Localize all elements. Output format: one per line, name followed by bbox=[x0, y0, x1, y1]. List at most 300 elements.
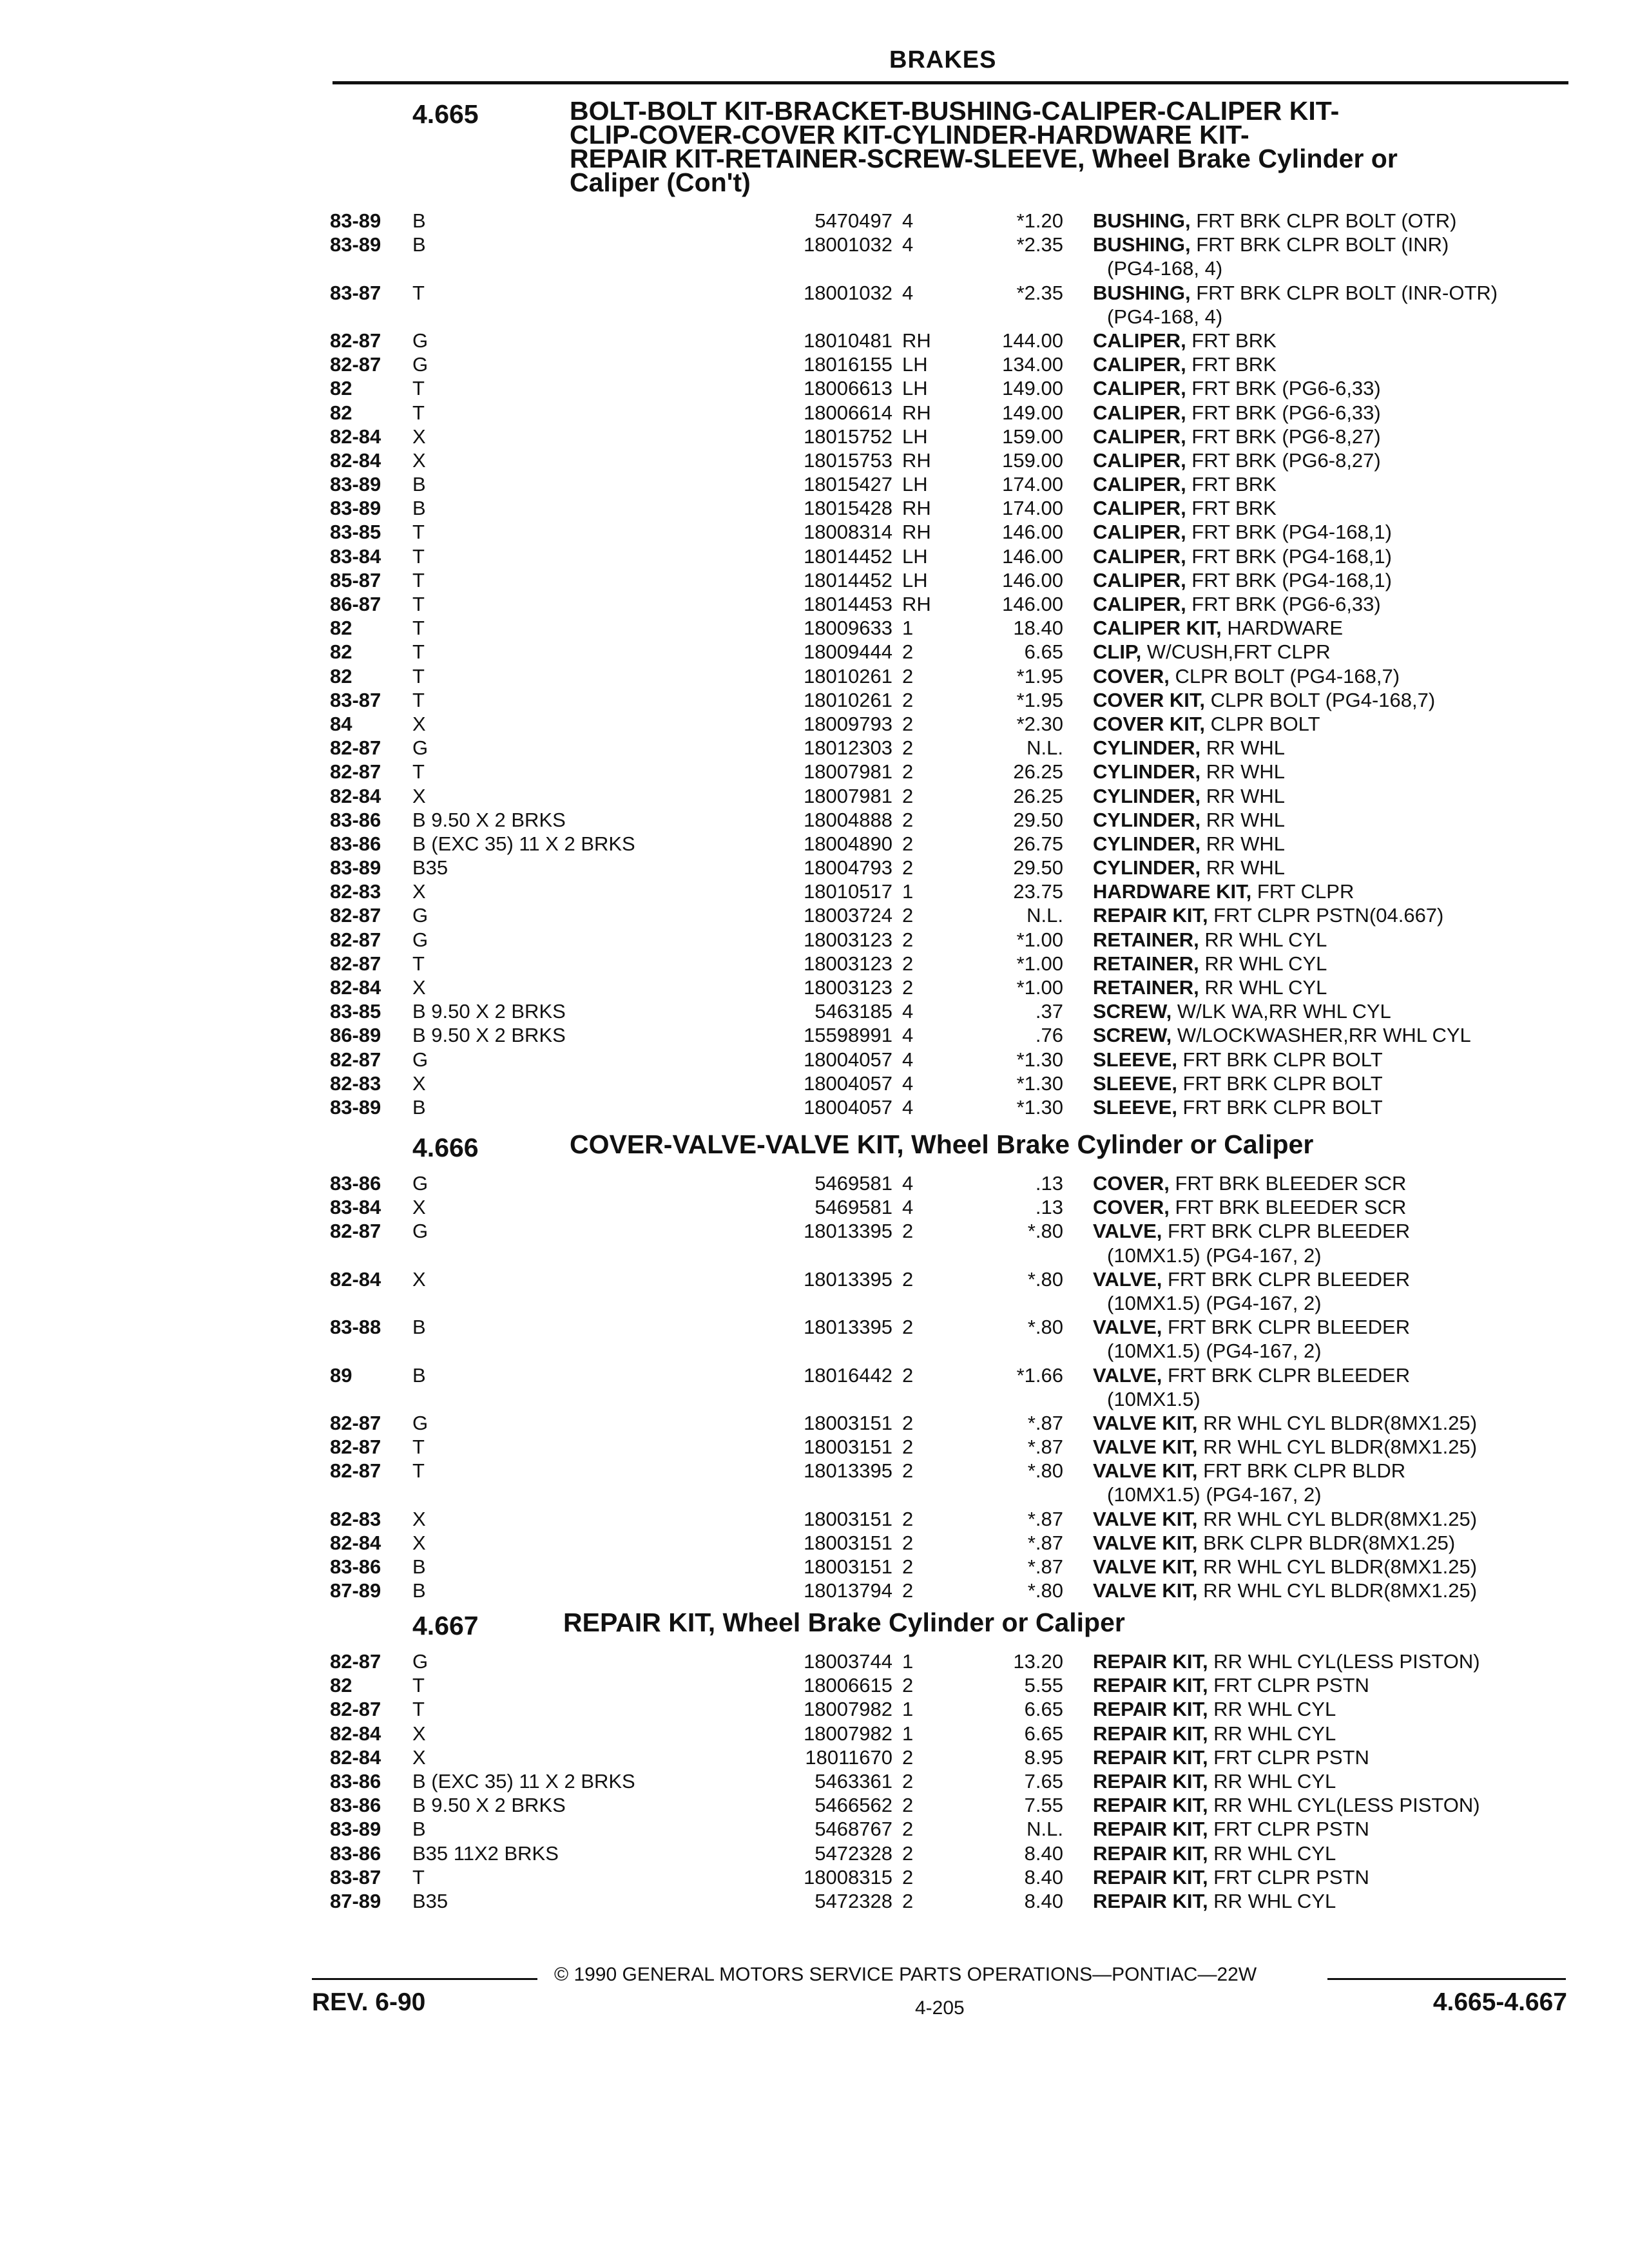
year-range: 82 bbox=[330, 401, 352, 424]
part-number: 18013794 bbox=[804, 1579, 892, 1602]
price: *1.66 bbox=[1016, 1363, 1063, 1387]
part-row bbox=[0, 832, 1629, 856]
part-number: 18006613 bbox=[804, 377, 892, 400]
part-name: REPAIR KIT, bbox=[1093, 1674, 1208, 1697]
part-description bbox=[1093, 376, 1570, 400]
quantity: RH bbox=[902, 497, 931, 520]
quantity: LH bbox=[902, 353, 928, 376]
part-description bbox=[1093, 281, 1570, 305]
part-description bbox=[1093, 1023, 1570, 1047]
price: 7.55 bbox=[1024, 1794, 1063, 1817]
part-detail: RR WHL CYL bbox=[1208, 1889, 1336, 1912]
part-detail: FRT BRK CLPR BLEEDER bbox=[1162, 1316, 1411, 1339]
part-number: 5469581 bbox=[815, 1172, 892, 1195]
quantity: 2 bbox=[902, 1507, 914, 1530]
part-number: 18010261 bbox=[804, 664, 892, 687]
price: 26.25 bbox=[1013, 784, 1063, 807]
part-row bbox=[0, 1865, 1629, 1889]
part-row bbox=[0, 592, 1629, 616]
model-code: B bbox=[412, 473, 426, 496]
price: 6.65 bbox=[1024, 1722, 1063, 1745]
price: *1.30 bbox=[1016, 1072, 1063, 1095]
quantity: 4 bbox=[902, 1024, 914, 1047]
model-code: B bbox=[412, 1579, 426, 1602]
part-number: 18003151 bbox=[804, 1555, 892, 1578]
quantity: 4 bbox=[902, 1048, 914, 1071]
part-number: 18016442 bbox=[804, 1363, 892, 1387]
quantity: 1 bbox=[902, 1650, 914, 1673]
footer-revision: REV. 6-90 bbox=[312, 1988, 426, 2016]
part-number: 18003151 bbox=[804, 1436, 892, 1459]
quantity: 2 bbox=[902, 688, 914, 711]
quantity: 2 bbox=[902, 856, 914, 879]
year-range: 82-87 bbox=[330, 904, 381, 927]
model-code: T bbox=[412, 521, 425, 544]
model-code: X bbox=[412, 1072, 426, 1095]
quantity: 2 bbox=[902, 976, 914, 999]
part-row bbox=[0, 1793, 1629, 1817]
model-code: G bbox=[412, 1650, 429, 1673]
part-number: 18004057 bbox=[804, 1095, 892, 1119]
part-number: 18012303 bbox=[804, 736, 892, 760]
price: .37 bbox=[1035, 1000, 1063, 1023]
part-row bbox=[0, 376, 1629, 400]
section-rows-4-665 bbox=[0, 209, 1629, 1119]
part-name: COVER, bbox=[1093, 664, 1170, 687]
part-description bbox=[1093, 544, 1570, 568]
part-description bbox=[1093, 1841, 1570, 1865]
part-number: 18016155 bbox=[804, 353, 892, 376]
part-description bbox=[1093, 1411, 1570, 1435]
part-name: RETAINER, bbox=[1093, 976, 1199, 999]
year-range: 83-89 bbox=[330, 497, 381, 520]
part-row bbox=[0, 568, 1629, 592]
model-code: B35 bbox=[412, 856, 448, 879]
section-title: REPAIR KIT, Wheel Brake Cylinder or Caliper bbox=[563, 1608, 1125, 1637]
part-row bbox=[0, 736, 1629, 760]
part-number: 18003744 bbox=[804, 1650, 892, 1673]
year-range: 82 bbox=[330, 640, 352, 664]
quantity: 2 bbox=[902, 640, 914, 664]
part-detail: FRT BRK CLPR BOLT bbox=[1177, 1072, 1383, 1095]
section-title: BOLT-BOLT KIT-BRACKET-BUSHING-CALIPER-CALIPER KIT- CLIP-COVER-COVER KIT-CYLINDER-HARDWARE KIT- REPAIR KIT-RETAINER-SCREW-SLEEVE, Wheel Brake Cylinder or Caliper (Con't) bbox=[570, 96, 1398, 197]
part-description bbox=[1093, 879, 1570, 903]
part-detail: W/LK WA,RR WHL CYL bbox=[1171, 1000, 1391, 1023]
part-description bbox=[1093, 1048, 1570, 1072]
model-code: G bbox=[412, 329, 429, 352]
price: 174.00 bbox=[1002, 473, 1063, 496]
part-description bbox=[1093, 1459, 1570, 1483]
price: 149.00 bbox=[1002, 377, 1063, 400]
model-code: X bbox=[412, 448, 426, 472]
model-code: G bbox=[412, 1172, 429, 1195]
part-number: 18006615 bbox=[804, 1674, 892, 1697]
part-row bbox=[0, 1555, 1629, 1579]
price: 146.00 bbox=[1002, 568, 1063, 591]
model-code: T bbox=[412, 688, 425, 711]
part-number: 18004890 bbox=[804, 832, 892, 855]
part-detail: FRT BRK BLEEDER SCR bbox=[1169, 1196, 1407, 1219]
part-detail: FRT BRK (PG6-6,33) bbox=[1186, 593, 1381, 615]
year-range: 83-89 bbox=[330, 209, 381, 232]
part-detail: FRT BRK bbox=[1186, 473, 1277, 496]
page-header-title: BRAKES bbox=[889, 46, 997, 73]
year-range: 87-89 bbox=[330, 1579, 381, 1602]
price: 159.00 bbox=[1002, 448, 1063, 472]
part-number: 18007981 bbox=[804, 784, 892, 807]
part-row bbox=[0, 1363, 1629, 1387]
part-name: CALIPER, bbox=[1093, 377, 1186, 400]
year-range: 82-87 bbox=[330, 928, 381, 951]
section-number: 4.667 bbox=[412, 1611, 479, 1640]
part-row bbox=[0, 1072, 1629, 1095]
section-number: 4.666 bbox=[412, 1133, 479, 1162]
quantity: 2 bbox=[902, 1363, 914, 1387]
quantity: RH bbox=[902, 521, 931, 544]
year-range: 83-87 bbox=[330, 281, 381, 304]
model-code: T bbox=[412, 401, 425, 424]
part-detail: FRT BRK bbox=[1186, 497, 1277, 520]
price: 6.65 bbox=[1024, 640, 1063, 664]
part-description bbox=[1093, 712, 1570, 736]
part-row bbox=[0, 640, 1629, 664]
part-row bbox=[0, 1769, 1629, 1793]
part-detail: FRT BRK (PG6-6,33) bbox=[1186, 401, 1381, 424]
part-description bbox=[1093, 1865, 1570, 1889]
quantity: 2 bbox=[902, 1531, 914, 1554]
part-name: CALIPER, bbox=[1093, 568, 1186, 591]
year-range: 82-84 bbox=[330, 976, 381, 999]
quantity: 2 bbox=[902, 1865, 914, 1888]
part-name: VALVE KIT, bbox=[1093, 1507, 1198, 1530]
model-code: X bbox=[412, 1196, 426, 1219]
price: *2.35 bbox=[1016, 281, 1063, 304]
part-name: HARDWARE KIT, bbox=[1093, 880, 1252, 903]
part-detail: FRT BRK (PG6-6,33) bbox=[1186, 377, 1381, 400]
part-name: CALIPER, bbox=[1093, 329, 1186, 352]
part-detail: FRT BRK (PG6-8,27) bbox=[1186, 448, 1381, 472]
part-detail: FRT BRK CLPR BOLT (INR-OTR) bbox=[1190, 281, 1498, 304]
section-rows-4-667 bbox=[0, 1649, 1629, 1913]
part-description-continued: (10MX1.5) (PG4-167, 2) bbox=[1107, 1291, 1322, 1314]
part-number: 5472328 bbox=[815, 1889, 892, 1912]
part-name: VALVE KIT, bbox=[1093, 1436, 1198, 1459]
year-range: 82-87 bbox=[330, 329, 381, 352]
quantity: 2 bbox=[902, 1794, 914, 1817]
part-description-continued: (10MX1.5) (PG4-167, 2) bbox=[1107, 1340, 1322, 1363]
price: 29.50 bbox=[1013, 808, 1063, 831]
quantity: 4 bbox=[902, 281, 914, 304]
quantity: 2 bbox=[902, 1316, 914, 1339]
footer-rule-right bbox=[1327, 1978, 1566, 1980]
part-number: 18003724 bbox=[804, 904, 892, 927]
quantity: 2 bbox=[902, 1579, 914, 1602]
model-code: T bbox=[412, 544, 425, 568]
part-row bbox=[0, 448, 1629, 472]
part-row bbox=[0, 1817, 1629, 1841]
price: N.L. bbox=[1027, 736, 1063, 760]
part-detail: RR WHL CYL bbox=[1208, 1841, 1336, 1865]
part-name: SLEEVE, bbox=[1093, 1072, 1177, 1095]
part-name: VALVE KIT, bbox=[1093, 1411, 1198, 1434]
part-description bbox=[1093, 688, 1570, 712]
part-detail: FRT BRK BLEEDER SCR bbox=[1169, 1172, 1407, 1195]
part-description bbox=[1093, 1315, 1570, 1339]
price: 23.75 bbox=[1013, 880, 1063, 903]
part-description bbox=[1093, 760, 1570, 783]
part-description bbox=[1093, 856, 1570, 879]
part-description bbox=[1093, 496, 1570, 520]
part-name: REPAIR KIT, bbox=[1093, 1722, 1208, 1745]
part-number: 18011670 bbox=[805, 1745, 892, 1769]
part-description bbox=[1093, 975, 1570, 999]
part-description bbox=[1093, 592, 1570, 616]
part-number: 18001032 bbox=[804, 281, 892, 304]
model-code: B bbox=[412, 209, 426, 232]
model-code: T bbox=[412, 1698, 425, 1721]
quantity: LH bbox=[902, 568, 928, 591]
part-description bbox=[1093, 425, 1570, 448]
year-range: 83-86 bbox=[330, 1794, 381, 1817]
year-range: 82-83 bbox=[330, 1507, 381, 1530]
part-description bbox=[1093, 1435, 1570, 1459]
year-range: 83-89 bbox=[330, 233, 381, 256]
year-range: 83-86 bbox=[330, 808, 381, 831]
model-code: B bbox=[412, 1818, 426, 1841]
part-number: 18008315 bbox=[804, 1865, 892, 1888]
quantity: LH bbox=[902, 544, 928, 568]
model-code: T bbox=[412, 568, 425, 591]
price: *1.30 bbox=[1016, 1048, 1063, 1071]
year-range: 85-87 bbox=[330, 568, 381, 591]
part-row bbox=[0, 975, 1629, 999]
part-description bbox=[1093, 233, 1570, 256]
quantity: 1 bbox=[902, 1722, 914, 1745]
part-name: VALVE, bbox=[1093, 1220, 1162, 1243]
quantity: 4 bbox=[902, 1196, 914, 1219]
model-code: B bbox=[412, 1095, 426, 1119]
part-number: 18001032 bbox=[804, 233, 892, 256]
part-detail: FRT BRK CLPR BLEEDER bbox=[1162, 1363, 1411, 1387]
part-row-continuation bbox=[0, 1244, 1629, 1267]
part-row bbox=[0, 1267, 1629, 1291]
part-row bbox=[0, 616, 1629, 640]
price: *1.00 bbox=[1016, 928, 1063, 951]
part-detail: RR WHL bbox=[1200, 856, 1285, 879]
part-name: RETAINER, bbox=[1093, 928, 1199, 951]
part-description bbox=[1093, 999, 1570, 1023]
year-range: 82-87 bbox=[330, 1220, 381, 1243]
part-number: 18003151 bbox=[804, 1507, 892, 1530]
price: 174.00 bbox=[1002, 497, 1063, 520]
price: *1.30 bbox=[1016, 1095, 1063, 1119]
section-title: COVER-VALVE-VALVE KIT, Wheel Brake Cylinder or Caliper bbox=[570, 1129, 1314, 1159]
part-name: COVER, bbox=[1093, 1172, 1170, 1195]
quantity: RH bbox=[902, 329, 931, 352]
section-rows-4-666 bbox=[0, 1171, 1629, 1602]
part-name: REPAIR KIT, bbox=[1093, 904, 1208, 927]
part-detail: RR WHL CYL BLDR(8MX1.25) bbox=[1197, 1507, 1478, 1530]
part-number: 5469581 bbox=[815, 1196, 892, 1219]
part-detail: FRT CLPR bbox=[1251, 880, 1354, 903]
quantity: 2 bbox=[902, 808, 914, 831]
price: 5.55 bbox=[1024, 1674, 1063, 1697]
part-number: 18014453 bbox=[804, 593, 892, 615]
price: 146.00 bbox=[1002, 521, 1063, 544]
part-row bbox=[0, 1745, 1629, 1769]
part-description bbox=[1093, 1889, 1570, 1913]
part-row bbox=[0, 856, 1629, 879]
part-name: CALIPER, bbox=[1093, 448, 1186, 472]
part-row bbox=[0, 1649, 1629, 1673]
quantity: 2 bbox=[902, 1459, 914, 1483]
year-range: 83-89 bbox=[330, 1095, 381, 1119]
part-description bbox=[1093, 736, 1570, 760]
year-range: 82-84 bbox=[330, 784, 381, 807]
quantity: 4 bbox=[902, 1095, 914, 1119]
part-name: VALVE KIT, bbox=[1093, 1555, 1198, 1578]
part-name: CALIPER, bbox=[1093, 473, 1186, 496]
part-detail: FRT CLPR PSTN bbox=[1208, 1674, 1369, 1697]
model-code: X bbox=[412, 1267, 426, 1291]
part-detail: FRT BRK (PG4-168,1) bbox=[1186, 568, 1392, 591]
part-number: 18003123 bbox=[804, 928, 892, 951]
model-code: T bbox=[412, 1436, 425, 1459]
part-row bbox=[0, 1411, 1629, 1435]
model-code: B 9.50 X 2 BRKS bbox=[412, 1000, 566, 1023]
quantity: LH bbox=[902, 425, 928, 448]
part-description bbox=[1093, 1722, 1570, 1745]
model-code: T bbox=[412, 664, 425, 687]
part-name: RETAINER, bbox=[1093, 952, 1199, 975]
model-code: B 9.50 X 2 BRKS bbox=[412, 1024, 566, 1047]
year-range: 83-86 bbox=[330, 1172, 381, 1195]
price: *2.30 bbox=[1016, 712, 1063, 735]
year-range: 83-89 bbox=[330, 1818, 381, 1841]
year-range: 82-87 bbox=[330, 1436, 381, 1459]
part-number: 18014452 bbox=[804, 568, 892, 591]
part-detail: HARDWARE bbox=[1221, 617, 1344, 640]
part-number: 5466562 bbox=[815, 1794, 892, 1817]
part-name: CYLINDER, bbox=[1093, 856, 1201, 879]
part-detail: FRT CLPR PSTN bbox=[1208, 1745, 1369, 1769]
part-row bbox=[0, 1195, 1629, 1219]
model-code: G bbox=[412, 1220, 429, 1243]
price: *2.35 bbox=[1016, 233, 1063, 256]
model-code: T bbox=[412, 640, 425, 664]
part-detail: RR WHL bbox=[1200, 832, 1285, 855]
quantity: 1 bbox=[902, 1698, 914, 1721]
year-range: 87-89 bbox=[330, 1889, 381, 1912]
part-number: 5463361 bbox=[815, 1769, 892, 1792]
part-row bbox=[0, 281, 1629, 305]
part-row bbox=[0, 1673, 1629, 1697]
part-number: 18004888 bbox=[804, 808, 892, 831]
header-rule bbox=[333, 81, 1568, 84]
part-name: CLIP, bbox=[1093, 640, 1142, 664]
part-detail: W/LOCKWASHER,RR WHL CYL bbox=[1171, 1024, 1471, 1047]
part-number: 18009793 bbox=[804, 712, 892, 735]
year-range: 86-87 bbox=[330, 593, 381, 615]
part-detail: FRT BRK (PG4-168,1) bbox=[1186, 521, 1392, 544]
quantity: 4 bbox=[902, 1000, 914, 1023]
model-code: G bbox=[412, 353, 429, 376]
part-number: 18013395 bbox=[804, 1316, 892, 1339]
model-code: B bbox=[412, 1363, 426, 1387]
part-detail: RR WHL CYL bbox=[1208, 1722, 1336, 1745]
part-detail: RR WHL CYL BLDR(8MX1.25) bbox=[1197, 1436, 1478, 1459]
part-description-continued: (10MX1.5) bbox=[1107, 1387, 1200, 1410]
price: 146.00 bbox=[1002, 544, 1063, 568]
price: *1.00 bbox=[1016, 952, 1063, 975]
part-name: COVER KIT, bbox=[1093, 688, 1205, 711]
part-detail: RR WHL CYL BLDR(8MX1.25) bbox=[1197, 1579, 1478, 1602]
year-range: 83-89 bbox=[330, 856, 381, 879]
price: *.87 bbox=[1027, 1411, 1063, 1434]
quantity: 2 bbox=[902, 1818, 914, 1841]
part-name: CALIPER, bbox=[1093, 353, 1186, 376]
part-number: 5472328 bbox=[815, 1841, 892, 1865]
part-description bbox=[1093, 1769, 1570, 1793]
part-detail: RR WHL CYL BLDR(8MX1.25) bbox=[1197, 1555, 1478, 1578]
year-range: 82-84 bbox=[330, 448, 381, 472]
part-name: SCREW, bbox=[1093, 1000, 1172, 1023]
part-name: SCREW, bbox=[1093, 1024, 1172, 1047]
model-code: G bbox=[412, 1411, 429, 1434]
part-row bbox=[0, 1459, 1629, 1483]
part-description bbox=[1093, 1095, 1570, 1119]
model-code: X bbox=[412, 712, 426, 735]
part-description bbox=[1093, 832, 1570, 856]
part-description bbox=[1093, 401, 1570, 425]
part-description bbox=[1093, 903, 1570, 927]
part-description bbox=[1093, 1171, 1570, 1195]
price: *.80 bbox=[1027, 1220, 1063, 1243]
year-range: 83-86 bbox=[330, 1555, 381, 1578]
part-detail: RR WHL CYL bbox=[1208, 1698, 1336, 1721]
part-detail: RR WHL CYL BLDR(8MX1.25) bbox=[1197, 1411, 1478, 1434]
part-description bbox=[1093, 1555, 1570, 1579]
part-name: CYLINDER, bbox=[1093, 760, 1201, 783]
part-name: REPAIR KIT, bbox=[1093, 1889, 1208, 1912]
part-description bbox=[1093, 520, 1570, 544]
part-number: 18014452 bbox=[804, 544, 892, 568]
part-row bbox=[0, 401, 1629, 425]
part-name: VALVE KIT, bbox=[1093, 1579, 1198, 1602]
quantity: 2 bbox=[902, 1674, 914, 1697]
part-number: 18015753 bbox=[804, 448, 892, 472]
part-row bbox=[0, 472, 1629, 496]
part-description bbox=[1093, 472, 1570, 496]
part-number: 18009633 bbox=[804, 617, 892, 640]
part-detail: RR WHL CYL bbox=[1199, 976, 1327, 999]
part-row-continuation bbox=[0, 305, 1629, 329]
price: *1.95 bbox=[1016, 688, 1063, 711]
part-description bbox=[1093, 1745, 1570, 1769]
part-description bbox=[1093, 1072, 1570, 1095]
year-range: 83-87 bbox=[330, 1865, 381, 1888]
part-detail: FRT BRK CLPR BLEEDER bbox=[1162, 1267, 1411, 1291]
part-number: 18015752 bbox=[804, 425, 892, 448]
year-range: 82-87 bbox=[330, 1459, 381, 1483]
model-code: B (EXC 35) 11 X 2 BRKS bbox=[412, 1769, 635, 1792]
year-range: 83-85 bbox=[330, 1000, 381, 1023]
part-name: REPAIR KIT, bbox=[1093, 1794, 1208, 1817]
part-detail: FRT CLPR PSTN bbox=[1208, 1865, 1369, 1888]
part-description bbox=[1093, 1649, 1570, 1673]
year-range: 83-86 bbox=[330, 1841, 381, 1865]
year-range: 82-84 bbox=[330, 1267, 381, 1291]
